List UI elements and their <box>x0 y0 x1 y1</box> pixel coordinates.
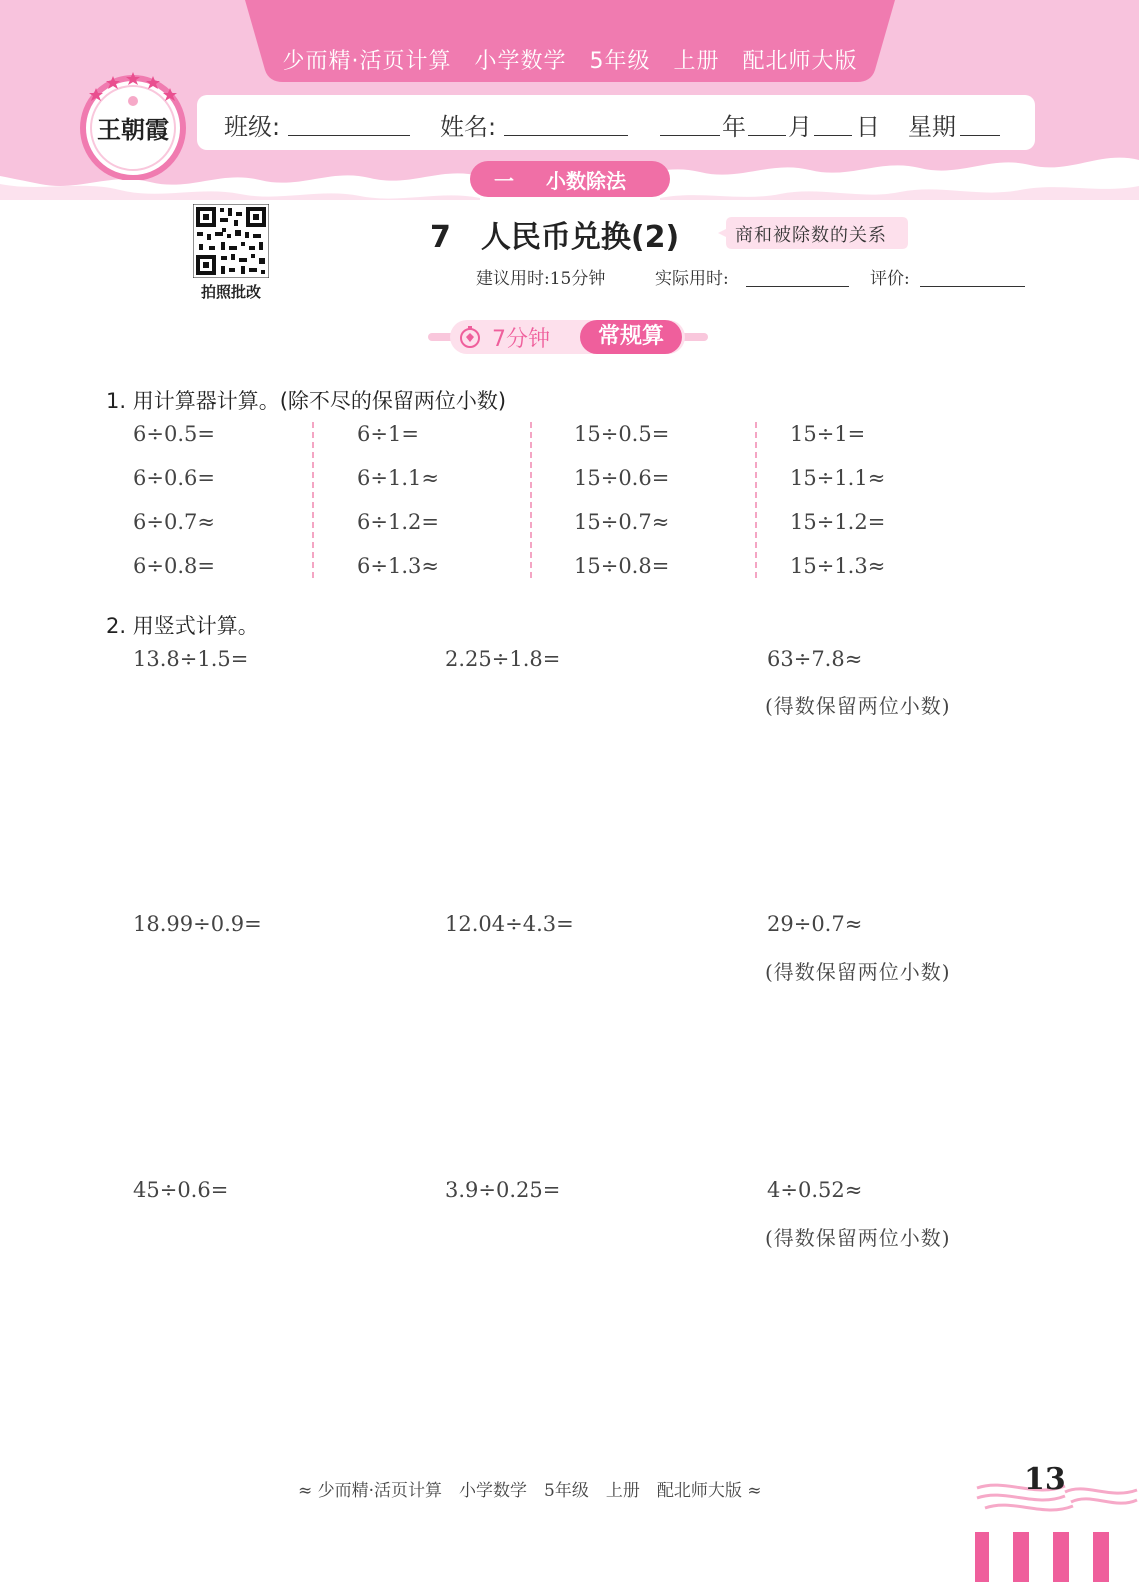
long-division-problem: 29÷0.7≈ <box>767 912 863 936</box>
brand-logo-text: 王朝霞 <box>97 115 169 144</box>
evaluation-label: 评价: <box>870 269 910 289</box>
long-division-problem: 12.04÷4.3= <box>445 912 574 936</box>
timer-badge: 常规算 <box>580 320 682 354</box>
year-label: 年 <box>722 113 746 141</box>
calc-problem: 6÷0.5= <box>133 422 215 446</box>
class-label: 班级: <box>224 113 281 141</box>
rounding-note: (得数保留两位小数) <box>765 694 951 718</box>
timer-text: 7分钟 <box>492 327 550 352</box>
question-1-title: 1. 用计算器计算。(除不尽的保留两位小数) <box>106 389 507 413</box>
weekday-field[interactable] <box>960 135 1000 136</box>
year-field[interactable] <box>660 135 720 136</box>
suggested-time: 建议用时:15分钟 <box>476 269 606 289</box>
series-title: 少而精·活页计算 小学数学 5年级 上册 配北师大版 <box>282 49 858 74</box>
weekday-label: 星期 <box>908 113 956 141</box>
calc-problem: 6÷1.3≈ <box>357 554 439 578</box>
class-field[interactable] <box>288 135 410 136</box>
column-divider <box>755 422 757 578</box>
section-name: 小数除法 <box>546 169 626 193</box>
calc-problem: 6÷1.1≈ <box>357 466 439 490</box>
calc-problem: 6÷0.8= <box>133 554 215 578</box>
long-division-problem: 2.25÷1.8= <box>445 647 561 671</box>
evaluation-field[interactable] <box>920 286 1025 287</box>
qr-code-label: 拍照批改 <box>200 283 261 301</box>
lesson-title: 7 人民币兑换(2) <box>430 220 680 255</box>
lesson-tag: 商和被除数的关系 <box>735 225 887 246</box>
calc-problem: 15÷0.8= <box>574 554 670 578</box>
rounding-note: (得数保留两位小数) <box>765 960 951 984</box>
long-division-problem: 13.8÷1.5= <box>133 647 249 671</box>
long-division-problem: 45÷0.6= <box>133 1178 229 1202</box>
actual-time-field[interactable] <box>746 286 849 287</box>
calc-problem: 15÷1.2= <box>790 510 886 534</box>
calc-problem: 15÷0.5= <box>574 422 670 446</box>
month-label: 月 <box>788 113 812 141</box>
rounding-note: (得数保留两位小数) <box>765 1226 951 1250</box>
calc-problem: 15÷0.7≈ <box>574 510 670 534</box>
calc-problem: 6÷0.7≈ <box>133 510 215 534</box>
calc-problem: 15÷1.1≈ <box>790 466 886 490</box>
long-division-problem: 4÷0.52≈ <box>767 1178 863 1202</box>
page-number: 13 <box>1024 1462 1066 1497</box>
long-division-problem: 63÷7.8≈ <box>767 647 863 671</box>
calc-problem: 6÷1.2= <box>357 510 439 534</box>
calc-problem: 15÷0.6= <box>574 466 670 490</box>
long-division-problem: 3.9÷0.25= <box>445 1178 561 1202</box>
name-field[interactable] <box>504 135 628 136</box>
day-label: 日 <box>856 113 880 141</box>
calc-problem: 15÷1= <box>790 422 866 446</box>
calc-problem: 15÷1.3≈ <box>790 554 886 578</box>
section-number: 一 <box>494 169 514 193</box>
section-tab <box>470 161 670 197</box>
calc-problem: 6÷0.6= <box>133 466 215 490</box>
stopwatch-icon <box>458 325 482 349</box>
column-divider <box>312 422 314 578</box>
calc-problem: 6÷1= <box>357 422 419 446</box>
long-division-problem: 18.99÷0.9= <box>133 912 262 936</box>
qr-code-icon[interactable] <box>193 204 269 278</box>
column-divider <box>530 422 532 578</box>
footer-series-title: ≈ 少而精·活页计算 小学数学 5年级 上册 配北师大版 ≈ <box>298 1481 762 1501</box>
month-field[interactable] <box>748 135 786 136</box>
actual-time-label: 实际用时: <box>655 269 729 289</box>
question-2-title: 2. 用竖式计算。 <box>106 614 259 638</box>
day-field[interactable] <box>814 135 852 136</box>
name-label: 姓名: <box>440 113 497 141</box>
